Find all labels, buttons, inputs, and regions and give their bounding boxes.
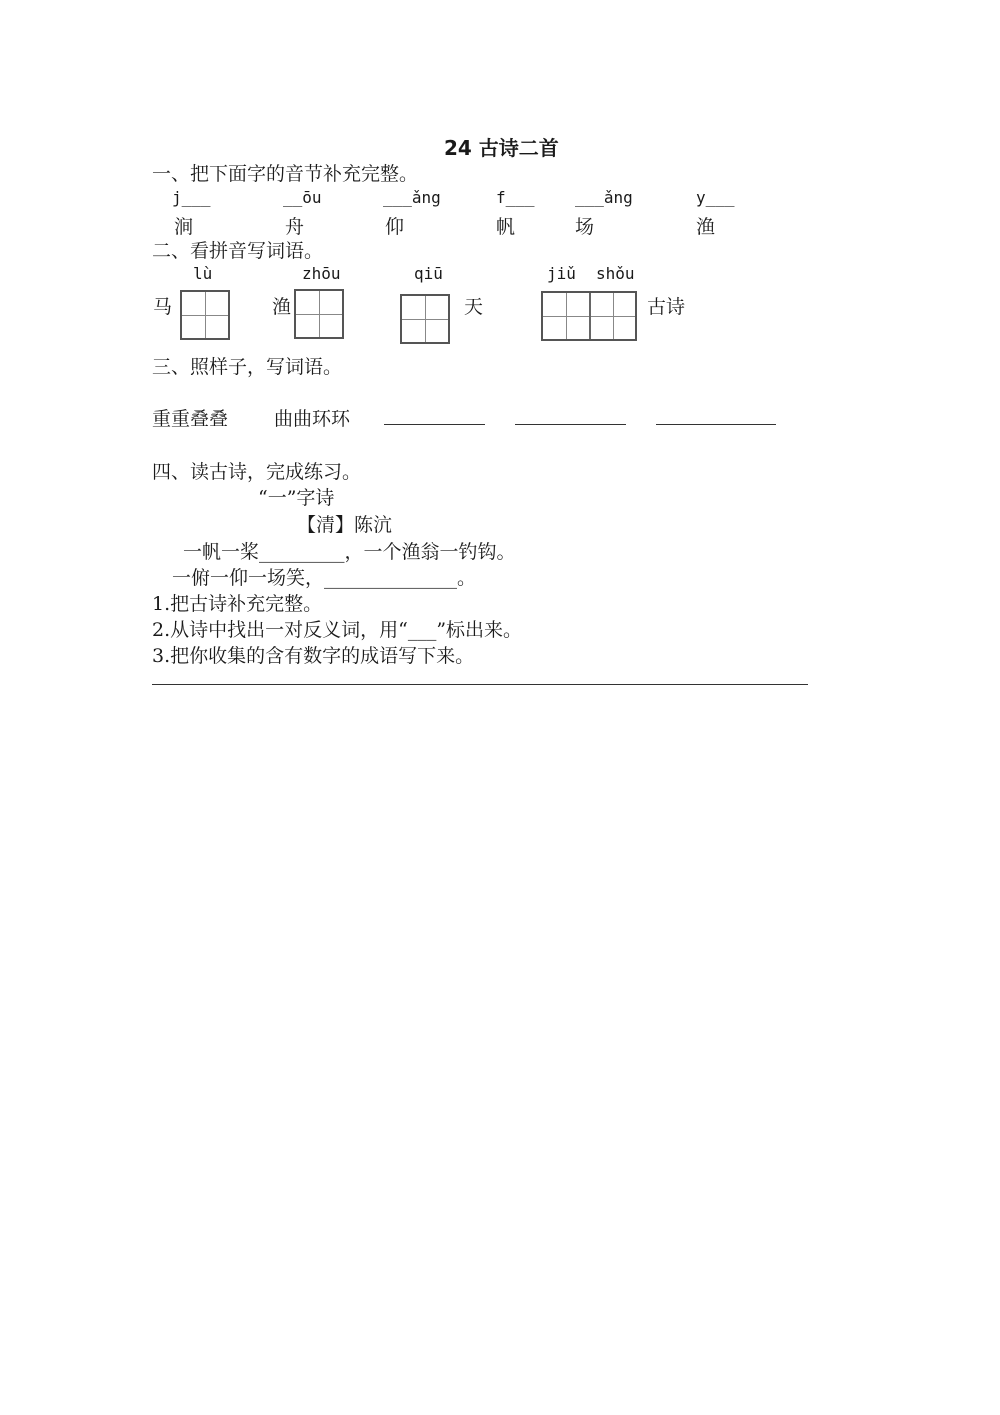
section-4-heading: 四、读古诗，完成练习。 [152, 461, 362, 483]
section-1-heading: 一、把下面字的音节补充完整。 [152, 163, 419, 185]
character: 场 [575, 216, 595, 238]
writing-grid[interactable] [294, 289, 344, 339]
poem-line: 一俯一仰一场笑，______________。 [172, 567, 477, 589]
page-title: 24 古诗二首 [444, 136, 559, 160]
question: 3.把你收集的含有数字的成语写下来。 [152, 645, 475, 667]
character: 舟 [285, 216, 305, 238]
pinyin-blank: y___ [696, 188, 735, 207]
word-prefix: 渔 [272, 296, 292, 318]
answer-line[interactable] [656, 424, 776, 425]
question: 1.把古诗补充完整。 [152, 593, 323, 615]
writing-grid[interactable] [180, 290, 230, 340]
pinyin-blank: ___ǎng [383, 188, 441, 207]
pinyin-blank: __ōu [283, 188, 322, 207]
example-word: 重重叠叠 [152, 408, 229, 430]
word-suffix: 天 [464, 296, 484, 318]
character: 渔 [696, 216, 716, 238]
pinyin-label: jiǔ [547, 264, 576, 283]
writing-grid[interactable] [541, 291, 637, 341]
poem-line: 一帆一桨_________，一个渔翁一钓钩。 [183, 541, 516, 563]
writing-grid[interactable] [400, 294, 450, 344]
section-3-heading: 三、照样子，写词语。 [152, 356, 343, 378]
poem-title: “一”字诗 [258, 487, 335, 509]
pinyin-blank: f___ [496, 188, 535, 207]
pinyin-label: lù [193, 264, 213, 283]
answer-line[interactable] [515, 424, 626, 425]
pinyin-blank: ___ǎng [575, 188, 633, 207]
answer-line[interactable] [384, 424, 485, 425]
character: 帆 [496, 216, 516, 238]
question: 2.从诗中找出一对反义词，用“___”标出来。 [152, 619, 523, 641]
pinyin-label: qiū [414, 264, 443, 283]
example-word: 曲曲环环 [274, 408, 351, 430]
pinyin-blank: j___ [172, 188, 211, 207]
pinyin-label: zhōu [302, 264, 341, 283]
word-suffix: 古诗 [647, 296, 686, 318]
answer-line[interactable] [152, 684, 808, 685]
character: 涧 [174, 216, 194, 238]
word-prefix: 马 [153, 296, 173, 318]
poem-author: 【清】陈沆 [297, 514, 393, 536]
section-2-heading: 二、看拼音写词语。 [152, 240, 324, 262]
character: 仰 [385, 216, 405, 238]
pinyin-label: shǒu [596, 264, 635, 283]
